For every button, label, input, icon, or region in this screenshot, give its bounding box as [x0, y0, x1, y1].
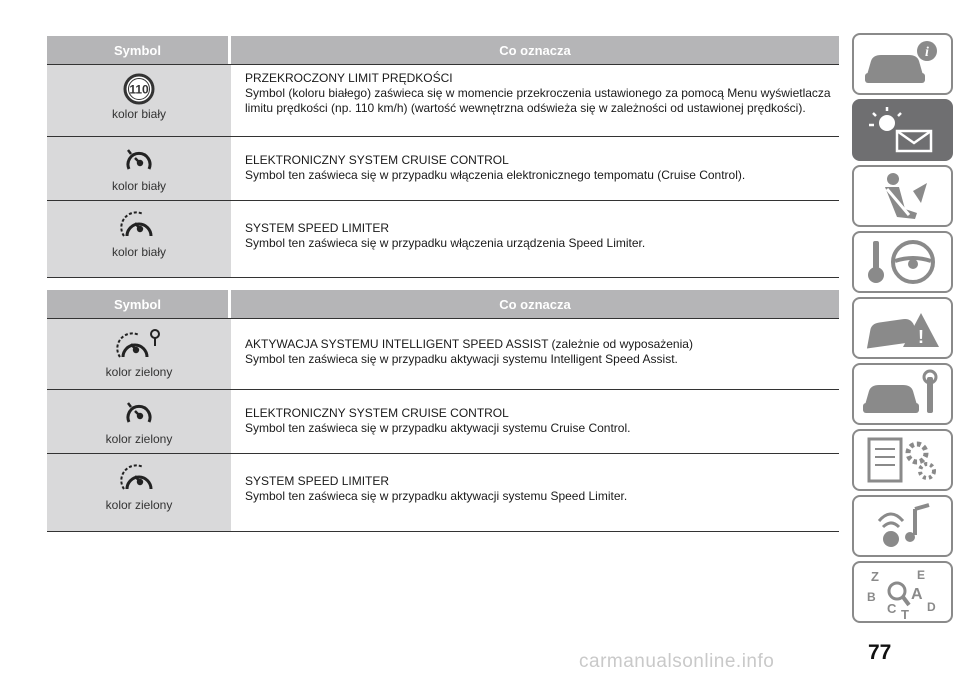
- meaning-text: Symbol ten zaświeca się w przypadku aktywacji systemu Intelligent Speed Assist.: [245, 352, 678, 366]
- table-row: [47, 136, 839, 200]
- index-letter: B: [866, 590, 876, 604]
- meaning-cell: [231, 137, 839, 200]
- table-row: [47, 453, 839, 531]
- meaning-cell: [231, 65, 839, 136]
- header-symbol: Symbol: [47, 290, 231, 318]
- index-letter: E: [916, 568, 925, 582]
- speed-limiter-icon: [119, 209, 159, 243]
- symbol-color-label: kolor biały: [111, 107, 167, 121]
- specifications-gear-icon: [857, 433, 949, 487]
- car-accident-warning-icon: [857, 301, 949, 355]
- symbol-cell: [47, 65, 231, 136]
- meaning-cell: [231, 201, 839, 277]
- meaning-text: Symbol ten zaświeca się w przypadku włączenia urządzenia Speed Limiter.: [245, 236, 646, 250]
- meaning-text: Symbol ten zaświeca się w przypadku włączenia elektronicznego tempomatu (Cruise Control).: [245, 168, 746, 182]
- meaning-cell: [231, 390, 839, 453]
- warning-light-message-icon: [857, 103, 949, 157]
- symbol-color-label: kolor biały: [111, 179, 167, 193]
- index-letter: D: [926, 600, 936, 614]
- tab-index[interactable]: [852, 561, 953, 623]
- key-steering-wheel-icon: [857, 235, 949, 289]
- speed-limiter-icon: [119, 462, 159, 496]
- table-row: [47, 389, 839, 453]
- meaning-title: PRZEKROCZONY LIMIT PRĘDKOŚCI: [245, 71, 453, 85]
- table-bottom-rule: [47, 531, 839, 532]
- symbol-cell: [47, 319, 231, 389]
- symbol-cell: [47, 390, 231, 453]
- header-meaning: Co oznacza: [499, 296, 571, 312]
- symbol-cell: [47, 454, 231, 531]
- car-info-icon: [857, 37, 949, 91]
- index-letter: Z: [870, 569, 879, 584]
- meaning-text: Symbol (koloru białego) zaświeca się w momencie przekroczenia ustawionego za pomocą Menu wyświetlacza limitu prędkości (np. 110 km/h) (wartość wewnętrzna odświeża się w zależności od ustawionej prędkości).: [245, 86, 831, 115]
- table-header: [47, 290, 839, 318]
- multimedia-music-icon: [857, 499, 949, 553]
- meaning-text: Symbol ten zaświeca się w przypadku aktywacji systemu Cruise Control.: [245, 421, 631, 435]
- meaning-cell: [231, 454, 839, 531]
- meaning-title: AKTYWACJA SYSTEMU INTELLIGENT SPEED ASSIST (zależnie od wyposażenia): [245, 337, 693, 351]
- tab-starting-driving[interactable]: [852, 231, 953, 293]
- index-letter: C: [886, 601, 896, 616]
- table-row: [47, 64, 839, 136]
- symbol-color-label: kolor zielony: [105, 432, 173, 446]
- index-letter: A: [910, 586, 923, 603]
- svg-text:!: !: [917, 327, 924, 347]
- meaning-title: SYSTEM SPEED LIMITER: [245, 474, 390, 488]
- meaning-text: Symbol ten zaświeca się w przypadku aktywacji systemu Speed Limiter.: [245, 489, 628, 503]
- page-number: 77: [868, 641, 892, 664]
- table-header: [47, 36, 839, 64]
- alphabetical-index-icon: [857, 565, 949, 619]
- tab-car-info[interactable]: [852, 33, 953, 95]
- meaning-title: ELEKTRONICZNY SYSTEM CRUISE CONTROL: [245, 406, 509, 420]
- indicator-table-white: [47, 36, 839, 278]
- meaning-cell: [231, 319, 839, 389]
- table-row: [47, 200, 839, 277]
- intelligent-speed-assist-icon: [113, 327, 165, 363]
- car-service-wrench-icon: [857, 367, 949, 421]
- tab-emergency[interactable]: [852, 297, 953, 359]
- cruise-control-icon: [119, 398, 159, 430]
- symbol-cell: [47, 137, 231, 200]
- table-row: [47, 318, 839, 389]
- speed-limit-value: 110: [129, 82, 149, 97]
- speed-limit-110-icon: [119, 73, 159, 105]
- meaning-title: SYSTEM SPEED LIMITER: [245, 221, 390, 235]
- index-letter: T: [900, 607, 909, 619]
- header-meaning: Co oznacza: [499, 42, 571, 58]
- table-bottom-rule: [47, 277, 839, 278]
- indicator-table-green: [47, 290, 839, 532]
- tab-multimedia[interactable]: [852, 495, 953, 557]
- svg-text:i: i: [924, 45, 929, 60]
- watermark: carmanualsonline.info: [579, 651, 775, 672]
- symbol-color-label: kolor zielony: [105, 365, 173, 379]
- seat-safety-icon: [857, 169, 949, 223]
- symbol-color-label: kolor biały: [111, 245, 167, 259]
- header-symbol: Symbol: [47, 36, 231, 64]
- symbol-cell: [47, 201, 231, 277]
- meaning-title: ELEKTRONICZNY SYSTEM CRUISE CONTROL: [245, 153, 509, 167]
- chapter-tabs: [852, 33, 956, 627]
- tab-warning-lights[interactable]: [852, 99, 953, 161]
- cruise-control-icon: [119, 145, 159, 177]
- tab-safety[interactable]: [852, 165, 953, 227]
- tab-specifications[interactable]: [852, 429, 953, 491]
- symbol-color-label: kolor zielony: [105, 498, 173, 512]
- tab-maintenance[interactable]: [852, 363, 953, 425]
